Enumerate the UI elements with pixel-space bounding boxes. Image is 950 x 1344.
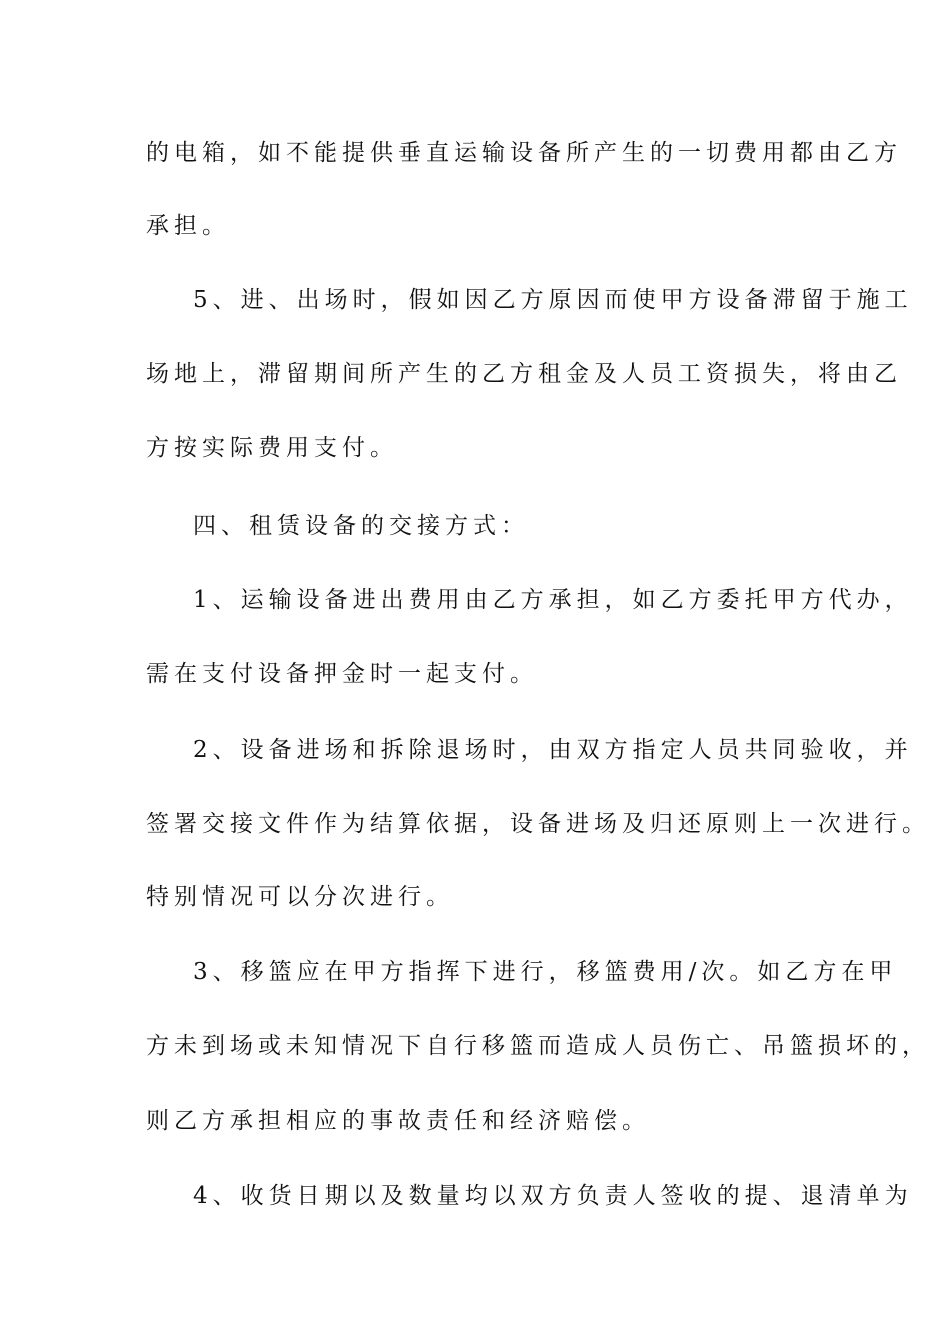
text-line: 方未到场或未知情况下自行移篮而造成人员伤亡、吊篮损坏的，	[146, 1033, 930, 1059]
text-line: 场地上，滞留期间所产生的乙方租金及人员工资损失，将由乙	[146, 361, 902, 387]
text-line: 承担。	[146, 213, 230, 239]
text-line: 需在支付设备押金时一起支付。	[146, 661, 538, 687]
section-heading: 四、租赁设备的交接方式：	[193, 513, 529, 539]
text-line: 签署交接文件作为结算依据，设备进场及归还原则上一次进行。	[146, 811, 930, 837]
text-line: 则乙方承担相应的事故责任和经济赔偿。	[146, 1108, 650, 1134]
paragraph-start-line: 4、收货日期以及数量均以双方负责人签收的提、退清单为	[193, 1183, 913, 1209]
paragraph-start-line: 2、设备进场和拆除退场时，由双方指定人员共同验收，并	[193, 737, 913, 763]
paragraph-start-line: 3、移篮应在甲方指挥下进行，移篮费用/次。如乙方在甲	[193, 959, 898, 985]
text-line: 方按实际费用支付。	[146, 435, 398, 461]
paragraph-start-line: 1、运输设备进出费用由乙方承担，如乙方委托甲方代办，	[193, 587, 913, 613]
text-line: 的电箱，如不能提供垂直运输设备所产生的一切费用都由乙方	[146, 140, 902, 166]
text-line: 特别情况可以分次进行。	[146, 884, 454, 910]
paragraph-start-line: 5、进、出场时，假如因乙方原因而使甲方设备滞留于施工	[193, 287, 913, 313]
